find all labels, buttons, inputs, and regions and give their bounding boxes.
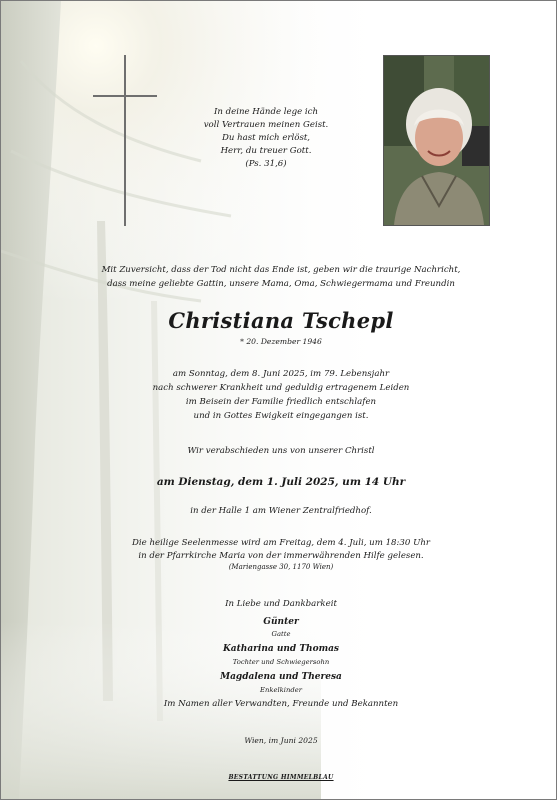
deceased-name: Christiana Tschepl [168,308,394,333]
mourner-name: Günter [263,617,299,627]
death-line: und in Gottes Ewigkeit eingegangen ist. [193,411,369,421]
verse-line: Du hast mich erlöst, [221,133,311,143]
mass-line: Die heilige Seelenmesse wird am Freitag, dem 4. Juli, um 18:30 Uhr [132,538,430,548]
intro-line: dass meine geliebte Gattin, unsere Mama, Oma, Schwiegermama und Freundin [107,279,455,289]
farewell-text: Wir verabschieden uns von unserer Christl [187,446,375,456]
mourner-role: Tochter und Schwiegersohn [232,658,330,666]
funeral-home: BESTATTUNG HIMMELBLAU [228,774,334,781]
birth-date: * 20. Dezember 1946 [240,337,322,346]
requiem-mass [61,537,501,563]
mourner-name: Magdalena und Theresa [220,672,342,682]
verse-line: Herr, du treuer Gott. [220,146,312,156]
verse-line: voll Vertrauen meinen Geist. [203,120,329,130]
intro-text [61,263,501,291]
portrait-image [384,56,489,225]
mourner-role: Gatte [271,630,291,638]
death-line: im Beisein der Familie friedlich entschlafen [185,397,377,407]
intro-line: Mit Zuversicht, dass der Tod nicht das Ende ist, geben wir die traurige Nachricht, [101,265,461,275]
bible-verse [196,106,336,171]
funeral-location: in der Halle 1 am Wiener Zentralfriedhof. [190,506,372,516]
mourner-role: Enkelkinder [260,686,302,694]
mass-line: in der Pfarrkirche Maria von der immerwährenden Hilfe gelesen. [138,551,424,561]
death-notice [61,367,501,423]
verse-reference: (Ps. 31,6) [245,159,287,169]
place-date: Wien, im Juni 2025 [244,736,318,745]
portrait-photo [383,55,490,226]
church-address: (Mariengasse 30, 1170 Wien) [228,563,334,571]
mourner-name: Katharina und Thomas [222,644,340,654]
verse-line: In deine Hände lege ich [213,107,319,117]
death-line: nach schwerer Krankheit und geduldig ertragenem Leiden [152,383,410,393]
love-text: In Liebe und Dankbarkeit [225,599,337,609]
cross-icon-crossbar [93,95,157,97]
funeral-date: am Dienstag, dem 1. Juli 2025, um 14 Uhr [156,476,406,488]
closing-text: Im Namen aller Verwandten, Freunde und Bekannten [163,699,399,709]
cross-icon [124,55,126,226]
death-line: am Sonntag, dem 8. Juni 2025, im 79. Lebensjahr [172,369,390,379]
